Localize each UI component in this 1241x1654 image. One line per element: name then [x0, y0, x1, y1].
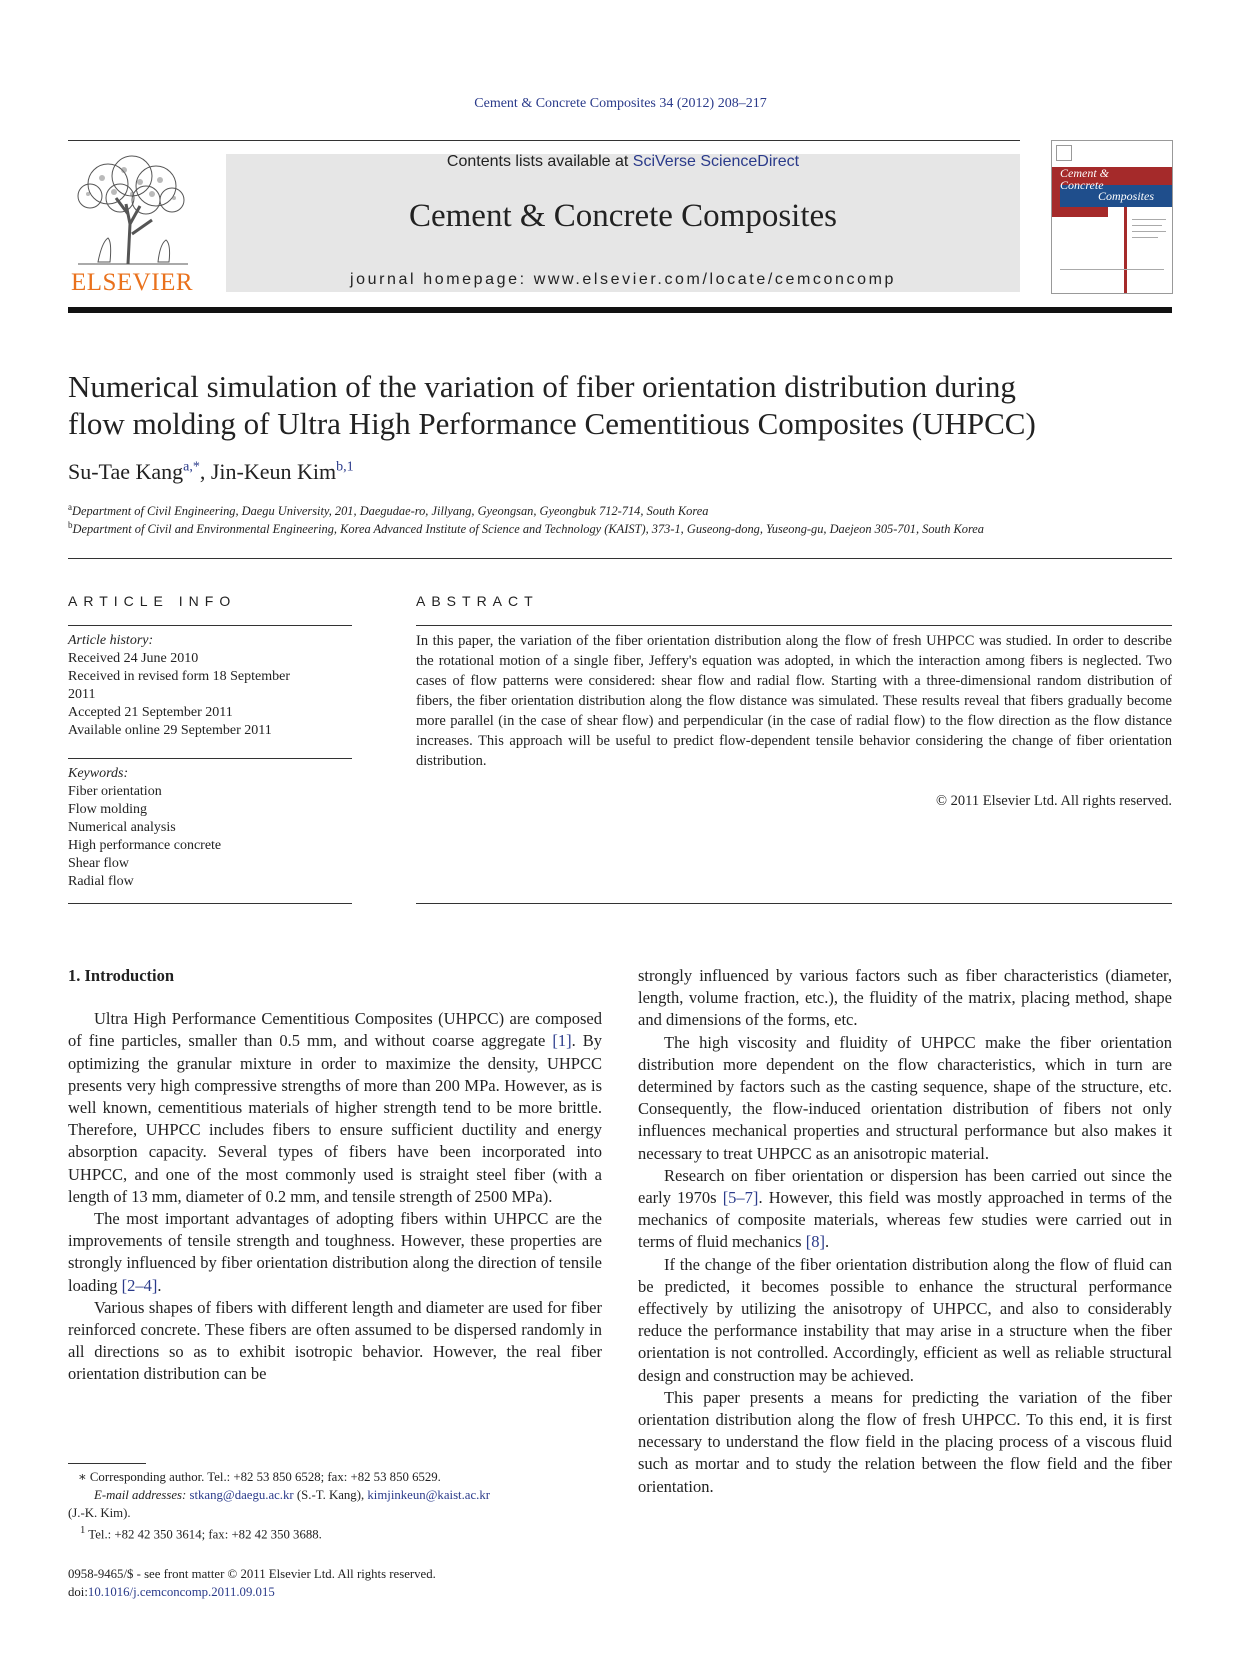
citation-link[interactable]: [8] [805, 1232, 825, 1252]
body-right-column [638, 965, 1172, 1498]
section-heading: 1. Introduction [68, 966, 175, 985]
affiliation-text: Department of Civil and Environmental Engineering, Korea Advanced Institute of Science and Technology (KAIST), 373-1, Guseong-dong, Yuseong-gu, Daejeon 305-701, South Korea [72, 522, 985, 537]
paragraph-text: . However, this field was mostly approached in terms of the mechanics of composite materials, whereas few studies were carried out in terms of fluid mechanics [638, 1188, 1172, 1252]
header-rule [68, 140, 1020, 141]
cover-text-line [1060, 269, 1164, 270]
cover-title [1060, 167, 1109, 191]
footnote-corresponding [68, 1468, 602, 1543]
email-link[interactable]: stkang@daegu.ac.kr [189, 1488, 294, 1502]
keyword-item: Flow molding [68, 802, 147, 817]
author-affiliation-mark[interactable]: b,1 [336, 459, 354, 475]
article-info-bottom-rule [68, 903, 352, 904]
abstract-rule [416, 625, 1172, 626]
citation-link[interactable]: [5–7] [722, 1188, 759, 1208]
paragraph [68, 1208, 602, 1297]
revised-date-year: 2011 [68, 687, 96, 702]
article-title-line1: Numerical simulation of the variation of fiber orientation distribution during [68, 369, 1016, 404]
keyword-item: Radial flow [68, 874, 134, 889]
keywords-label: Keywords: [68, 766, 129, 781]
keywords-block [68, 765, 352, 891]
email-owner: (S.-T. Kang), [293, 1488, 368, 1502]
sciencedirect-link[interactable]: SciVerse ScienceDirect [632, 153, 800, 170]
online-date: Available online 29 September 2011 [68, 723, 272, 738]
doi-link[interactable]: 10.1016/j.cemconcomp.2011.09.015 [87, 1585, 275, 1599]
author-name: Su-Tae Kang [68, 459, 184, 484]
footnote-1-text: Tel.: +82 42 350 3614; fax: +82 42 350 3688. [88, 1527, 322, 1542]
paragraph: If the change of the fiber orientation distribution along the flow of fluid can be predicted, it becomes possible to enhance the structural performance effectively by utilizing the anisotropy of UHPCC, and also to considerably reduce the performance instability that may arise in a structure when the fiber orientation is not controlled. Accordingly, efficient as well as reliable structural design and construction may be achieved. [638, 1254, 1172, 1385]
footnote-mark: 1 [80, 1525, 86, 1536]
cover-red-stripe [1124, 207, 1127, 293]
email-label: E-mail addresses: [94, 1488, 187, 1502]
author-separator: , [199, 459, 211, 484]
citation-link[interactable]: [2–4] [121, 1275, 158, 1295]
affiliation-text: Department of Civil Engineering, Daegu University, 201, Daegudae-ro, Jillyang, Gyeongsan, Gyeongbuk 712-714, South Korea [72, 504, 709, 519]
article-title-line2: flow molding of Ultra High Performance Cementitious Composites (UHPCC) [68, 406, 1036, 441]
contents-prefix: Contents lists available at [446, 153, 633, 170]
footnote-emails [68, 1486, 602, 1504]
keyword-item: Shear flow [68, 856, 130, 871]
keyword-item: Numerical analysis [68, 820, 176, 835]
received-date: Received 24 June 2010 [68, 651, 199, 666]
affiliation-a [68, 502, 1178, 519]
cover-text-line [1132, 225, 1162, 226]
paragraph-text: . [157, 1275, 162, 1295]
article-history-label: Article history: [68, 633, 154, 648]
email-link[interactable]: kimjinkeun@kaist.ac.kr [367, 1488, 491, 1502]
abstract-bottom-rule [416, 903, 1172, 904]
cover-title-line3: Composites [1098, 189, 1155, 203]
article-info-rule [68, 625, 352, 626]
abstract-text: In this paper, the variation of the fiber orientation distribution along the flow of fresh UHPCC was studied. In order to describe the rotational motion of a single fiber, Jeffery's equation was adopted, in which the interaction among fibers is neglected. Two cases of flow patterns were considered: shear flow and radial flow. Starting with a three-dimensional random distribution of fibers, the fiber orientation distribution along the flow distance was simulated. These results reveal that fibers gradually become more parallel (in the case of shear flow) and perpendicular (in the case of radial flow) to the flow direction as the flow distance increases. This approach will be useful to predict flow-dependent tensile behavior considering the change of fiber orientation distribution. [416, 633, 1172, 769]
paragraph: This paper presents a means for predicting the variation of the fiber orientation distribution along the flow of fresh UHPCC. To this end, it is first necessary to understand the flow field in the placing process of a viscous fluid such as mortar and to study the relation between the flow field and the fiber orientation. [638, 1387, 1172, 1496]
footnote-1 [68, 1522, 602, 1543]
journal-homepage[interactable]: journal homepage: www.elsevier.com/locate/cemconcomp [349, 271, 897, 288]
affiliation-mark: b [68, 520, 73, 530]
paragraph-text: . [824, 1232, 830, 1252]
abstract-copyright: © 2011 Elsevier Ltd. All rights reserved. [936, 793, 1172, 809]
contents-line [226, 153, 1020, 171]
footnote-corresponding-text: ∗ Corresponding author. Tel.: +82 53 850 6528; fax: +82 53 850 6529. [78, 1470, 441, 1484]
article-info-heading: ARTICLE INFO [68, 593, 237, 609]
keyword-item: High performance concrete [68, 838, 222, 853]
email-owner: (J.-K. Kim). [68, 1506, 131, 1520]
paragraph-text: Ultra High Performance Cementitious Composites (UHPCC) are composed of fine particles, smaller than 0.5 mm, and without coarse aggregate [68, 1009, 602, 1051]
paragraph-text: Research on fiber orientation or dispersion has been carried out since the early 1970s [638, 1165, 1172, 1208]
paragraph [68, 1008, 602, 1208]
paragraph [638, 1165, 1172, 1254]
body-left-column [68, 965, 602, 1386]
cover-text-line [1132, 219, 1166, 220]
citation-link[interactable]: [1] [552, 1031, 572, 1051]
keyword-item: Fiber orientation [68, 784, 162, 799]
accepted-date: Accepted 21 September 2011 [68, 705, 233, 720]
cover-title-line1: Cement & [1060, 166, 1109, 180]
journal-cover-thumbnail [1051, 140, 1173, 294]
author-name: Jin-Keun Kim [210, 459, 337, 484]
journal-name: Cement & Concrete Composites [408, 198, 838, 234]
abstract-heading: ABSTRACT [416, 593, 539, 609]
elsevier-wordmark: ELSEVIER [70, 269, 194, 296]
article-title [68, 368, 1178, 442]
paragraph-text: . By optimizing the granular mixture in order to maximize the density, UHPCC presents very high compressive strengths of more than 200 MPa. However, as is well known, cementitious materials of higher strength tend to be more brittle. Therefore, UHPCC includes fibers to ensure sufficient ductility and energy absorption capacity. Several types of fibers have been incorporated into UHPCC, and one of the most commonly used is straight steel fiber (with a length of 13 mm, diameter of 0.2 mm, and tensile strength of 2500 MPa). [68, 1031, 602, 1206]
issn-line: 0958-9465/$ - see front matter © 2011 Elsevier Ltd. All rights reserved. [68, 1567, 436, 1581]
cover-emblem-icon [1056, 145, 1072, 161]
paragraph: strongly influenced by various factors such as fiber characteristics (diameter, length, volume fraction, etc.), the fluidity of the matrix, placing method, shape and dimensions of the forms, etc. [638, 966, 1172, 1030]
paragraph: The high viscosity and fluidity of UHPCC make the fiber orientation distribution more dependent on the flow characteristics, which in turn are determined by factors such as the casting sequence, shape of the structure, etc. Consequently, the flow-induced orientation distribution of fibers not only influences mechanical properties and structural performance but also makes it necessary to treat UHPCC as an anisotropic material. [638, 1032, 1172, 1163]
footnote-rule [68, 1463, 146, 1464]
journal-citation[interactable]: Cement & Concrete Composites 34 (2012) 208–217 [474, 96, 767, 111]
paragraph: Various shapes of fibers with different length and diameter are used for fiber reinforced concrete. These fibers are often assumed to be dispersed randomly in all directions so as to exhibit isotropic behavior. However, the real fiber orientation distribution can be [68, 1297, 602, 1384]
header-thick-rule [68, 307, 1172, 313]
revised-date: Received in revised form 18 September [68, 669, 290, 684]
cover-text-line [1132, 231, 1166, 232]
paragraph-text: The most important advantages of adopting fibers within UHPCC are the improvements of tensile strength and toughness. However, these properties are strongly influenced by fiber orientation distribution along the direction of tensile loading [68, 1209, 602, 1295]
cover-title-line2: Concrete [1060, 178, 1104, 192]
doi-line [68, 1583, 628, 1601]
doi-prefix: doi: [68, 1585, 88, 1599]
article-history [68, 632, 352, 740]
author-affiliation-mark[interactable]: a,* [183, 459, 200, 475]
title-block-rule [68, 558, 1172, 559]
tree-icon [68, 154, 196, 266]
author-list [68, 459, 354, 485]
affiliation-b [68, 520, 1178, 537]
cover-text-line [1132, 237, 1158, 238]
keywords-rule [68, 758, 352, 759]
affiliation-mark: a [68, 502, 72, 512]
